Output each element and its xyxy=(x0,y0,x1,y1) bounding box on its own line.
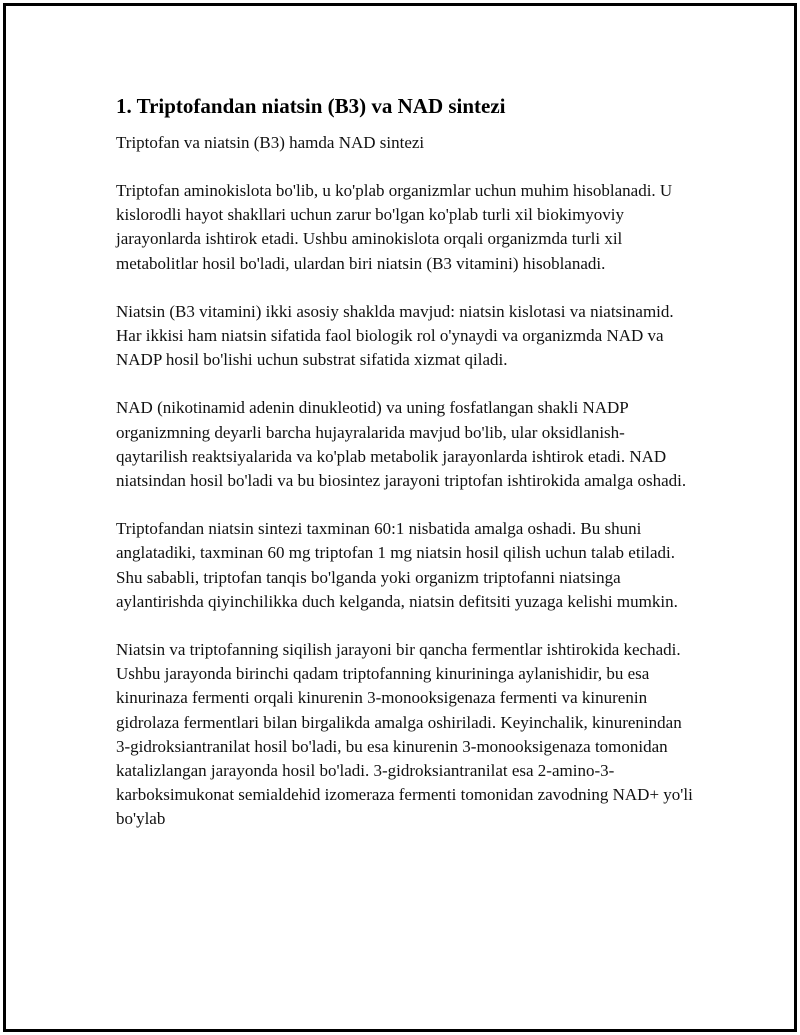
document-subtitle: Triptofan va niatsin (B3) hamda NAD sintezi xyxy=(116,133,425,152)
paragraph-3: NAD (nikotinamid adenin dinukleotid) va uning fosfatlangan shakli NADP organizmning deyarli barcha hujayralarida mavjud bo'lib, ular oksidlanish-qaytarilish reaktsiyalarida va ko'plab metabolik jarayonlarda ishtirok etadi. NAD niatsindan hosil bo'ladi va bu biosintez jarayoni triptofan ishtirokida amalga oshadi. xyxy=(116,398,687,491)
paragraph-4: Triptofandan niatsin sintezi taxminan 60:1 nisbatida amalga oshadi. Bu shuni anglatadiki, taxminan 60 mg triptofan 1 mg niatsin hosil qilish uchun talab etiladi. Shu sababli, triptofan tanqis bo'lganda yoki organizm triptofanni niatsinga aylantirishda qiyinchilikka duch kelganda, niatsin defitsiti yuzaga kelishi mumkin. xyxy=(116,519,678,611)
paragraph-1: Triptofan aminokislota bo'lib, u ko'plab organizmlar uchun muhim hisoblanadi. U kislorodli hayot shakllari uchun zarur bo'lgan ko'plab turli xil biokimyoviy jarayonlarda ishtirok etadi. Ushbu aminokislota orqali organizmda turli xil metabolitlar hosil bo'ladi, ulardan biri niatsin (B3 vitamini) hisoblanadi. xyxy=(116,181,673,273)
document-title: 1. Triptofandan niatsin (B3) va NAD sintezi xyxy=(116,94,506,118)
document-body xyxy=(116,92,696,856)
paragraph-5: Niatsin va triptofanning siqilish jarayoni bir qancha fermentlar ishtirokida kechadi. Ushbu jarayonda birinchi qadam triptofanning kinurininga aylanishidir, bu esa kinurinaza fermenti orqali kinurenin 3-monooksigenaza fermenti va kinurenin gidrolaza fermentlari bilan birgalikda amalga oshiriladi. Keyinchalik, kinurenindan 3-gidroksiantranilat hosil bo'ladi, bu esa kinurenin 3-monooksigenaza tomonidan katalizlangan jarayonda hosil bo'ladi. 3-gidroksiantranilat esa 2-amino-3-karboksimukonat semialdehid izomeraza fermenti tomonidan zavodning NAD+ yo'li bo'ylab xyxy=(116,640,693,829)
paragraph-2: Niatsin (B3 vitamini) ikki asosiy shaklda mavjud: niatsin kislotasi va niatsinamid. Har ikkisi ham niatsin sifatida faol biologik rol o'ynaydi va organizmda NAD va NADP hosil bo'lishi uchun substrat sifatida xizmat qiladi. xyxy=(116,301,674,370)
